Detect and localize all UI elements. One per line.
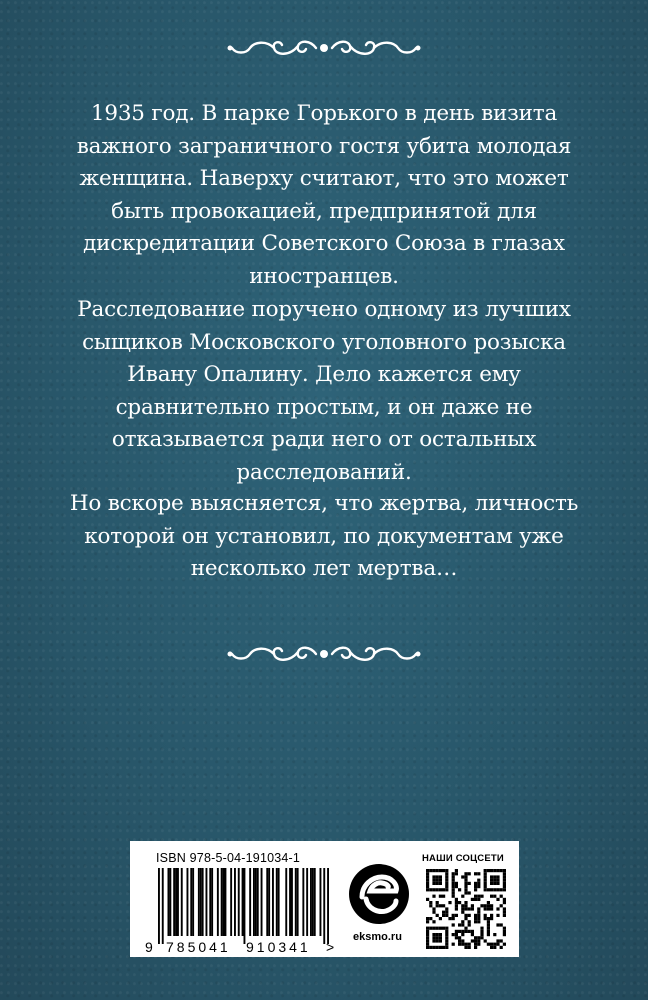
eksmo-logo-icon [348, 863, 410, 925]
barcode-digit-end: > [326, 939, 335, 954]
ean-barcode [144, 868, 344, 954]
isbn-label: ISBN 978-5-04-191034-1 [156, 851, 301, 865]
barcode-panel [130, 841, 519, 957]
social-label: НАШИ СОЦСЕТИ [422, 853, 504, 864]
publisher-site: eksmo.ru [353, 931, 402, 943]
bottom-ornament [224, 642, 424, 666]
blurb-paragraph-1: 1935 год. В парке Горького в день визита важного заграничного гостя убита молодая женщина. Наверху считают, что это может быть провокацией, предпринятой для дискредитации Советского Союза в глазах иностранцев. [76, 101, 572, 289]
barcode-digit-first: 9 [145, 939, 153, 954]
top-ornament [224, 36, 424, 60]
barcode-digits-right: 910341 [246, 939, 311, 954]
blurb-paragraph-2: Расследование поручено одному из лучших сыщиков Московского уголовного розыска Ивану Опалину. Дело кажется ему сравнительно простым, и он даже не отказывается ради него от остальных расследований. [77, 297, 571, 485]
blurb-paragraph-3: Но вскоре выясняется, что жертва, личность которой он установил, по документам уже несколько лет мертва… [69, 491, 579, 582]
qr-code [426, 869, 506, 949]
barcode-digits-left: 785041 [166, 939, 231, 954]
